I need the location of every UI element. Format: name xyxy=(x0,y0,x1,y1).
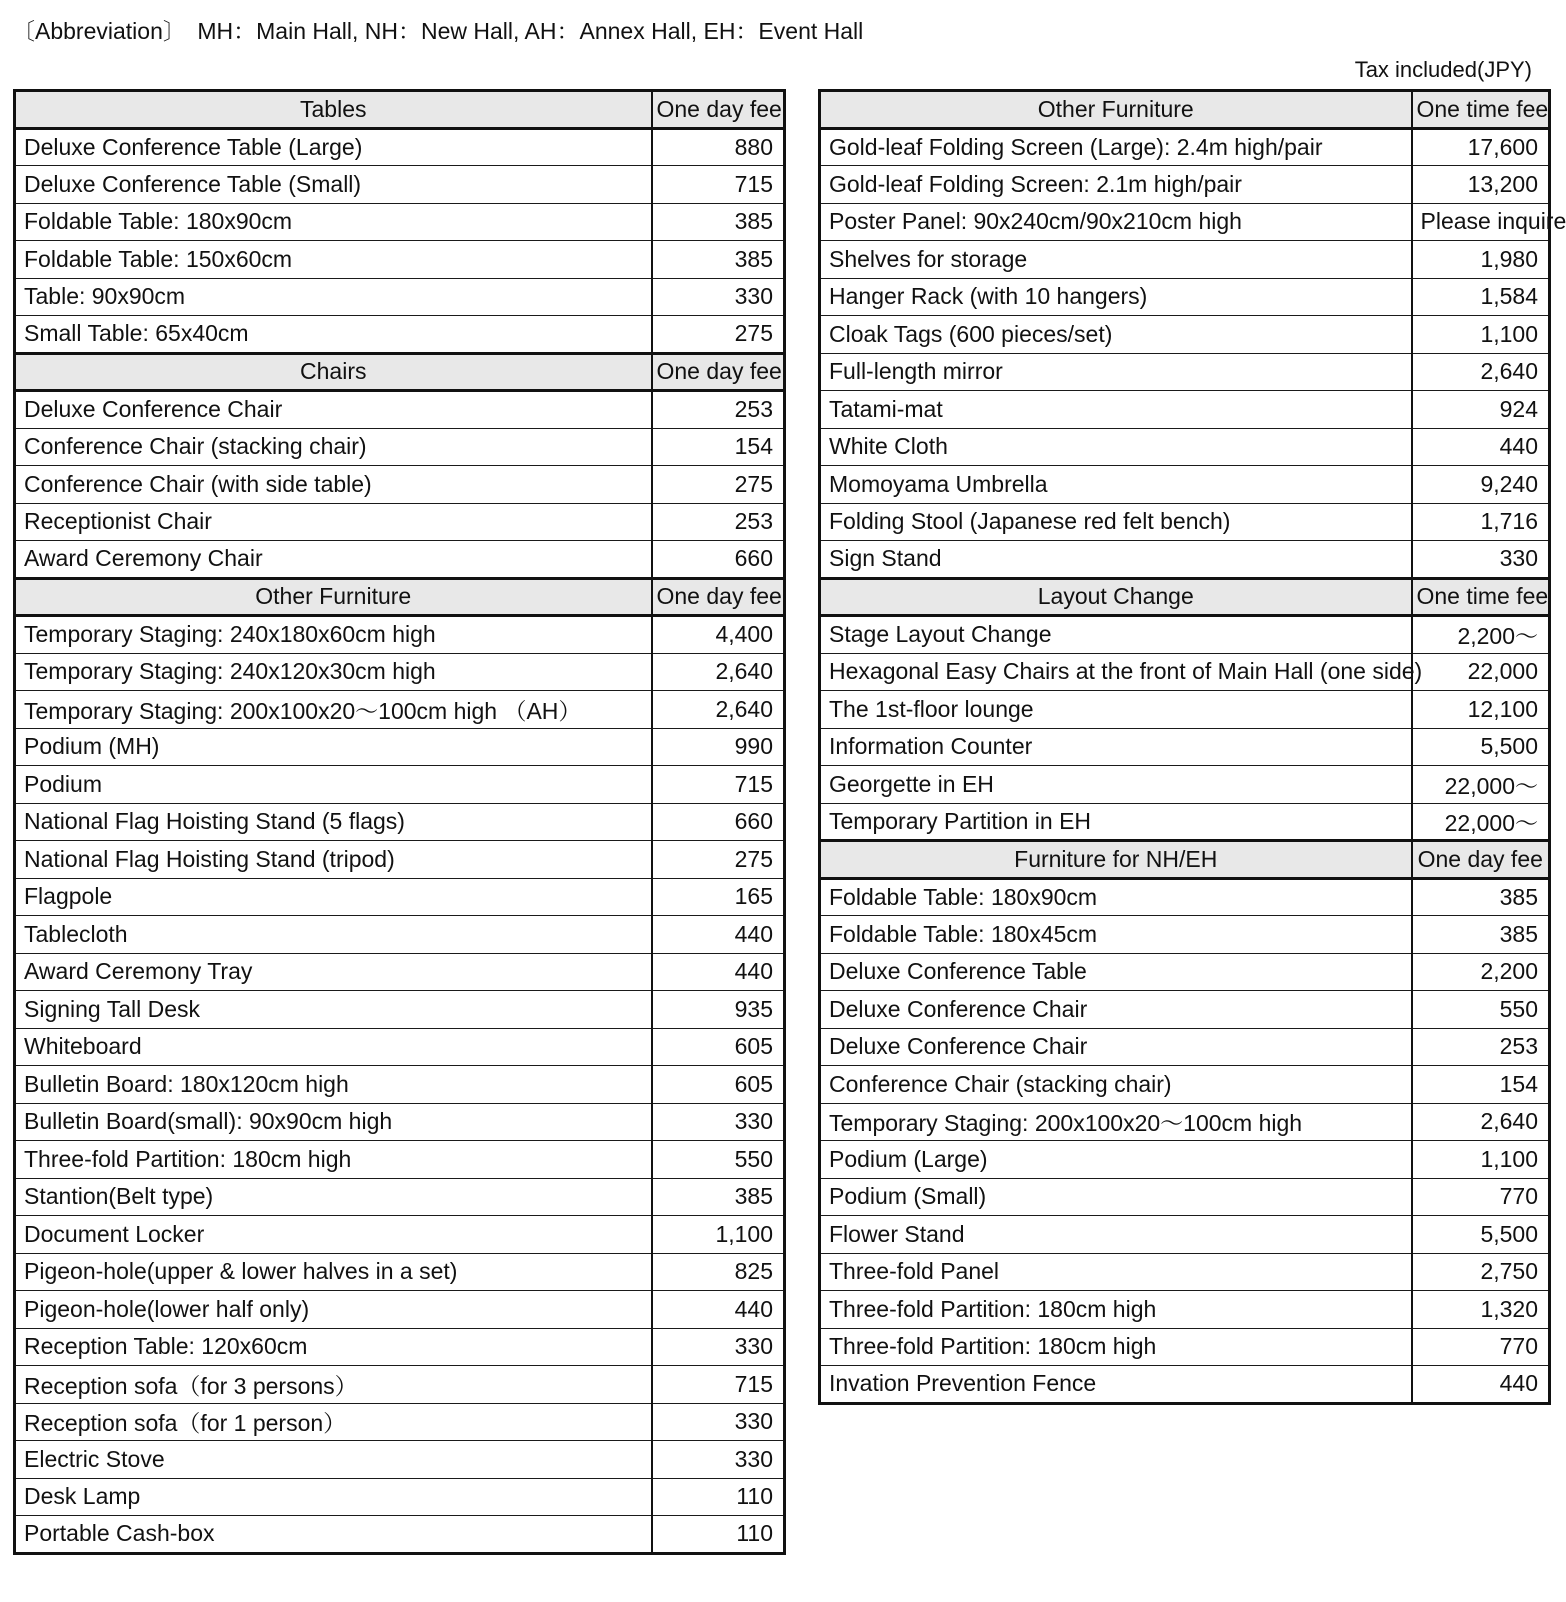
table-row xyxy=(15,503,785,541)
table-row xyxy=(820,728,1550,766)
table-row xyxy=(15,1516,785,1554)
item-name: Sign Stand xyxy=(820,541,1412,579)
table-row xyxy=(820,241,1550,279)
item-fee: 330 xyxy=(652,1103,785,1141)
fee-column-header: One day fee xyxy=(652,578,785,616)
item-fee: 1,320 xyxy=(1412,1291,1550,1329)
item-name: Deluxe Conference Table xyxy=(820,953,1412,991)
table-row xyxy=(15,916,785,954)
table-row xyxy=(15,166,785,204)
table-row xyxy=(15,728,785,766)
section-title: Tables xyxy=(15,91,652,129)
item-fee: 385 xyxy=(1412,878,1550,916)
item-fee: 440 xyxy=(652,916,785,954)
item-fee: 2,640 xyxy=(1412,353,1550,391)
table-row xyxy=(15,1103,785,1141)
item-name: Conference Chair (with side table) xyxy=(15,466,652,504)
table-row xyxy=(820,1103,1550,1141)
table-row xyxy=(15,1178,785,1216)
item-fee: 2,640 xyxy=(652,653,785,691)
abbreviation-note: 〔Abbreviation〕 MH：Main Hall, NH：New Hall, AH：Annex Hall, EH：Event Hall xyxy=(12,18,864,44)
section-header-row xyxy=(15,578,785,616)
item-name: Podium (Large) xyxy=(820,1141,1412,1179)
table-row xyxy=(820,916,1550,954)
table-row xyxy=(820,391,1550,429)
table-row xyxy=(820,1028,1550,1066)
item-name: Three-fold Partition: 180cm high xyxy=(15,1141,652,1179)
table-row xyxy=(15,1441,785,1479)
table-row xyxy=(820,1328,1550,1366)
item-fee: 4,400 xyxy=(652,616,785,654)
item-name: Deluxe Conference Table (Large) xyxy=(15,128,652,166)
item-fee: 253 xyxy=(652,503,785,541)
table-row xyxy=(15,1216,785,1254)
item-fee: 605 xyxy=(652,1028,785,1066)
item-name: Temporary Partition in EH xyxy=(820,803,1412,841)
table-row xyxy=(820,691,1550,729)
item-fee: 22,000～ xyxy=(1412,803,1550,841)
item-name: Folding Stool (Japanese red felt bench) xyxy=(820,503,1412,541)
item-name: Award Ceremony Chair xyxy=(15,541,652,579)
section-header-row xyxy=(820,91,1550,129)
item-name: Cloak Tags (600 pieces/set) xyxy=(820,316,1412,354)
item-fee: 13,200 xyxy=(1412,166,1550,204)
item-name: Momoyama Umbrella xyxy=(820,466,1412,504)
table-row xyxy=(820,1291,1550,1329)
item-name: Flagpole xyxy=(15,878,652,916)
item-name: Small Table: 65x40cm xyxy=(15,316,652,354)
table-row xyxy=(15,391,785,429)
item-fee: 275 xyxy=(652,466,785,504)
item-name: Three-fold Panel xyxy=(820,1253,1412,1291)
left-table-body xyxy=(15,91,785,1554)
item-fee: 1,100 xyxy=(1412,316,1550,354)
item-fee: Please inquire xyxy=(1412,203,1550,241)
item-name: Portable Cash-box xyxy=(15,1516,652,1554)
item-name: Conference Chair (stacking chair) xyxy=(15,428,652,466)
item-name: Stantion(Belt type) xyxy=(15,1178,652,1216)
item-name: Whiteboard xyxy=(15,1028,652,1066)
item-name: Pigeon-hole(lower half only) xyxy=(15,1291,652,1329)
item-fee: 385 xyxy=(652,1178,785,1216)
item-fee: 770 xyxy=(1412,1328,1550,1366)
item-fee: 825 xyxy=(652,1253,785,1291)
table-row xyxy=(15,203,785,241)
item-fee: 2,640 xyxy=(652,691,785,729)
item-fee: 715 xyxy=(652,166,785,204)
section-title: Other Furniture xyxy=(820,91,1412,129)
table-row xyxy=(820,503,1550,541)
item-fee: 605 xyxy=(652,1066,785,1104)
item-fee: 1,584 xyxy=(1412,278,1550,316)
item-name: Pigeon-hole(upper & lower halves in a set) xyxy=(15,1253,652,1291)
table-row xyxy=(15,1141,785,1179)
table-row xyxy=(15,316,785,354)
item-fee: 330 xyxy=(652,278,785,316)
item-fee: 440 xyxy=(1412,1366,1550,1404)
item-fee: 330 xyxy=(652,1441,785,1479)
item-name: Three-fold Partition: 180cm high xyxy=(820,1291,1412,1329)
tax-note: Tax included(JPY) xyxy=(1354,57,1532,82)
item-name: Stage Layout Change xyxy=(820,616,1412,654)
table-row xyxy=(820,1178,1550,1216)
table-row xyxy=(15,541,785,579)
table-row xyxy=(820,541,1550,579)
item-fee: 12,100 xyxy=(1412,691,1550,729)
item-name: Temporary Staging: 240x120x30cm high xyxy=(15,653,652,691)
section-header-row xyxy=(15,91,785,129)
rental-fee-table-left xyxy=(13,89,786,1555)
table-row xyxy=(820,278,1550,316)
item-name: Foldable Table: 180x90cm xyxy=(15,203,652,241)
section-header-row xyxy=(820,841,1550,879)
fee-column-header: One day fee xyxy=(1412,841,1550,879)
item-fee: 275 xyxy=(652,841,785,879)
item-fee: 5,500 xyxy=(1412,1216,1550,1254)
item-fee: 22,000～ xyxy=(1412,766,1550,804)
table-row xyxy=(15,1366,785,1404)
item-fee: 330 xyxy=(652,1403,785,1441)
table-row xyxy=(820,953,1550,991)
item-name: Poster Panel: 90x240cm/90x210cm high xyxy=(820,203,1412,241)
item-fee: 154 xyxy=(1412,1066,1550,1104)
table-row xyxy=(15,1478,785,1516)
item-fee: 9,240 xyxy=(1412,466,1550,504)
table-row xyxy=(820,128,1550,166)
item-name: Reception sofa（for 1 person） xyxy=(15,1403,652,1441)
item-name: Podium xyxy=(15,766,652,804)
section-title: Other Furniture xyxy=(15,578,652,616)
table-row xyxy=(820,766,1550,804)
table-row xyxy=(15,841,785,879)
item-fee: 770 xyxy=(1412,1178,1550,1216)
item-name: Tablecloth xyxy=(15,916,652,954)
item-name: Deluxe Conference Chair xyxy=(820,1028,1412,1066)
item-name: Receptionist Chair xyxy=(15,503,652,541)
item-fee: 17,600 xyxy=(1412,128,1550,166)
rental-fee-table-right xyxy=(818,89,1566,1405)
table-row xyxy=(820,466,1550,504)
item-name: Tatami-mat xyxy=(820,391,1412,429)
fee-column-header: One day fee xyxy=(652,91,785,129)
item-fee: 2,200 xyxy=(1412,953,1550,991)
table-row xyxy=(15,878,785,916)
fee-column-header: One day fee xyxy=(652,353,785,391)
table-row xyxy=(820,353,1550,391)
item-name: Invation Prevention Fence xyxy=(820,1366,1412,1404)
table-row xyxy=(15,1253,785,1291)
item-fee: 385 xyxy=(652,241,785,279)
table-row xyxy=(820,991,1550,1029)
item-name: Foldable Table: 150x60cm xyxy=(15,241,652,279)
table-row xyxy=(15,128,785,166)
item-name: Signing Tall Desk xyxy=(15,991,652,1029)
item-fee: 110 xyxy=(652,1516,785,1554)
item-fee: 1,100 xyxy=(1412,1141,1550,1179)
table-row xyxy=(15,278,785,316)
table-row xyxy=(15,241,785,279)
table-row xyxy=(820,166,1550,204)
item-name: Hanger Rack (with 10 hangers) xyxy=(820,278,1412,316)
item-name: Deluxe Conference Chair xyxy=(15,391,652,429)
item-fee: 154 xyxy=(652,428,785,466)
table-row xyxy=(15,428,785,466)
item-fee: 715 xyxy=(652,1366,785,1404)
item-name: Gold-leaf Folding Screen (Large): 2.4m high/pair xyxy=(820,128,1412,166)
item-name: Desk Lamp xyxy=(15,1478,652,1516)
item-fee: 275 xyxy=(652,316,785,354)
table-row xyxy=(820,316,1550,354)
item-name: Shelves for storage xyxy=(820,241,1412,279)
item-name: Flower Stand xyxy=(820,1216,1412,1254)
table-row xyxy=(15,803,785,841)
table-row xyxy=(15,691,785,729)
item-fee: 5,500 xyxy=(1412,728,1550,766)
table-row xyxy=(820,653,1550,691)
table-row xyxy=(15,653,785,691)
item-fee: 440 xyxy=(652,953,785,991)
item-name: Podium (MH) xyxy=(15,728,652,766)
item-name: Hexagonal Easy Chairs at the front of Main Hall (one side) xyxy=(820,653,1412,691)
table-row xyxy=(15,466,785,504)
item-name: The 1st-floor lounge xyxy=(820,691,1412,729)
table-row xyxy=(15,953,785,991)
table-row xyxy=(820,1366,1550,1404)
fee-column-header: One time fee xyxy=(1412,91,1550,129)
item-fee: 715 xyxy=(652,766,785,804)
fee-column-header: One time fee xyxy=(1412,578,1550,616)
item-name: Three-fold Partition: 180cm high xyxy=(820,1328,1412,1366)
item-fee: 330 xyxy=(652,1328,785,1366)
item-fee: 330 xyxy=(1412,541,1550,579)
table-row xyxy=(15,991,785,1029)
item-fee: 935 xyxy=(652,991,785,1029)
table-row xyxy=(15,1291,785,1329)
table-row xyxy=(15,766,785,804)
item-name: Gold-leaf Folding Screen: 2.1m high/pair xyxy=(820,166,1412,204)
item-name: Electric Stove xyxy=(15,1441,652,1479)
item-fee: 110 xyxy=(652,1478,785,1516)
item-name: Full-length mirror xyxy=(820,353,1412,391)
item-fee: 550 xyxy=(1412,991,1550,1029)
item-fee: 385 xyxy=(652,203,785,241)
item-name: Award Ceremony Tray xyxy=(15,953,652,991)
table-row xyxy=(15,1066,785,1104)
item-name: Information Counter xyxy=(820,728,1412,766)
item-name: Temporary Staging: 200x100x20～100cm high xyxy=(820,1103,1412,1141)
item-fee: 1,980 xyxy=(1412,241,1550,279)
table-row xyxy=(820,1141,1550,1179)
item-fee: 1,716 xyxy=(1412,503,1550,541)
table-row xyxy=(820,1066,1550,1104)
section-title: Layout Change xyxy=(820,578,1412,616)
item-name: National Flag Hoisting Stand (tripod) xyxy=(15,841,652,879)
item-fee: 550 xyxy=(652,1141,785,1179)
item-fee: 165 xyxy=(652,878,785,916)
item-name: Podium (Small) xyxy=(820,1178,1412,1216)
table-row xyxy=(820,616,1550,654)
item-name: Reception Table: 120x60cm xyxy=(15,1328,652,1366)
item-name: Bulletin Board: 180x120cm high xyxy=(15,1066,652,1104)
item-name: Reception sofa（for 3 persons） xyxy=(15,1366,652,1404)
item-name: Foldable Table: 180x90cm xyxy=(820,878,1412,916)
section-title: Chairs xyxy=(15,353,652,391)
item-name: White Cloth xyxy=(820,428,1412,466)
section-header-row xyxy=(15,353,785,391)
item-fee: 2,640 xyxy=(1412,1103,1550,1141)
table-row xyxy=(15,1403,785,1441)
item-fee: 990 xyxy=(652,728,785,766)
item-fee: 2,200～ xyxy=(1412,616,1550,654)
item-fee: 440 xyxy=(652,1291,785,1329)
item-fee: 1,100 xyxy=(652,1216,785,1254)
table-row xyxy=(15,1328,785,1366)
item-name: National Flag Hoisting Stand (5 flags) xyxy=(15,803,652,841)
item-name: Conference Chair (stacking chair) xyxy=(820,1066,1412,1104)
section-header-row xyxy=(820,578,1550,616)
item-fee: 253 xyxy=(652,391,785,429)
right-table-body xyxy=(820,91,1566,1404)
table-row xyxy=(15,616,785,654)
item-name: Temporary Staging: 240x180x60cm high xyxy=(15,616,652,654)
item-name: Deluxe Conference Table (Small) xyxy=(15,166,652,204)
item-name: Temporary Staging: 200x100x20～100cm high （AH） xyxy=(15,691,652,729)
table-row xyxy=(15,1028,785,1066)
table-row xyxy=(820,803,1550,841)
item-name: Deluxe Conference Chair xyxy=(820,991,1412,1029)
table-row xyxy=(820,203,1550,241)
item-fee: 880 xyxy=(652,128,785,166)
item-fee: 22,000 xyxy=(1412,653,1550,691)
section-title: Furniture for NH/EH xyxy=(820,841,1412,879)
table-row xyxy=(820,428,1550,466)
item-name: Foldable Table: 180x45cm xyxy=(820,916,1412,954)
item-fee: 440 xyxy=(1412,428,1550,466)
table-row xyxy=(820,1253,1550,1291)
item-fee: 253 xyxy=(1412,1028,1550,1066)
item-fee: 924 xyxy=(1412,391,1550,429)
item-name: Document Locker xyxy=(15,1216,652,1254)
item-fee: 2,750 xyxy=(1412,1253,1550,1291)
table-row xyxy=(820,878,1550,916)
table-row xyxy=(820,1216,1550,1254)
item-fee: 385 xyxy=(1412,916,1550,954)
item-name: Bulletin Board(small): 90x90cm high xyxy=(15,1103,652,1141)
item-fee: 660 xyxy=(652,541,785,579)
item-name: Table: 90x90cm xyxy=(15,278,652,316)
item-fee: 660 xyxy=(652,803,785,841)
item-name: Georgette in EH xyxy=(820,766,1412,804)
